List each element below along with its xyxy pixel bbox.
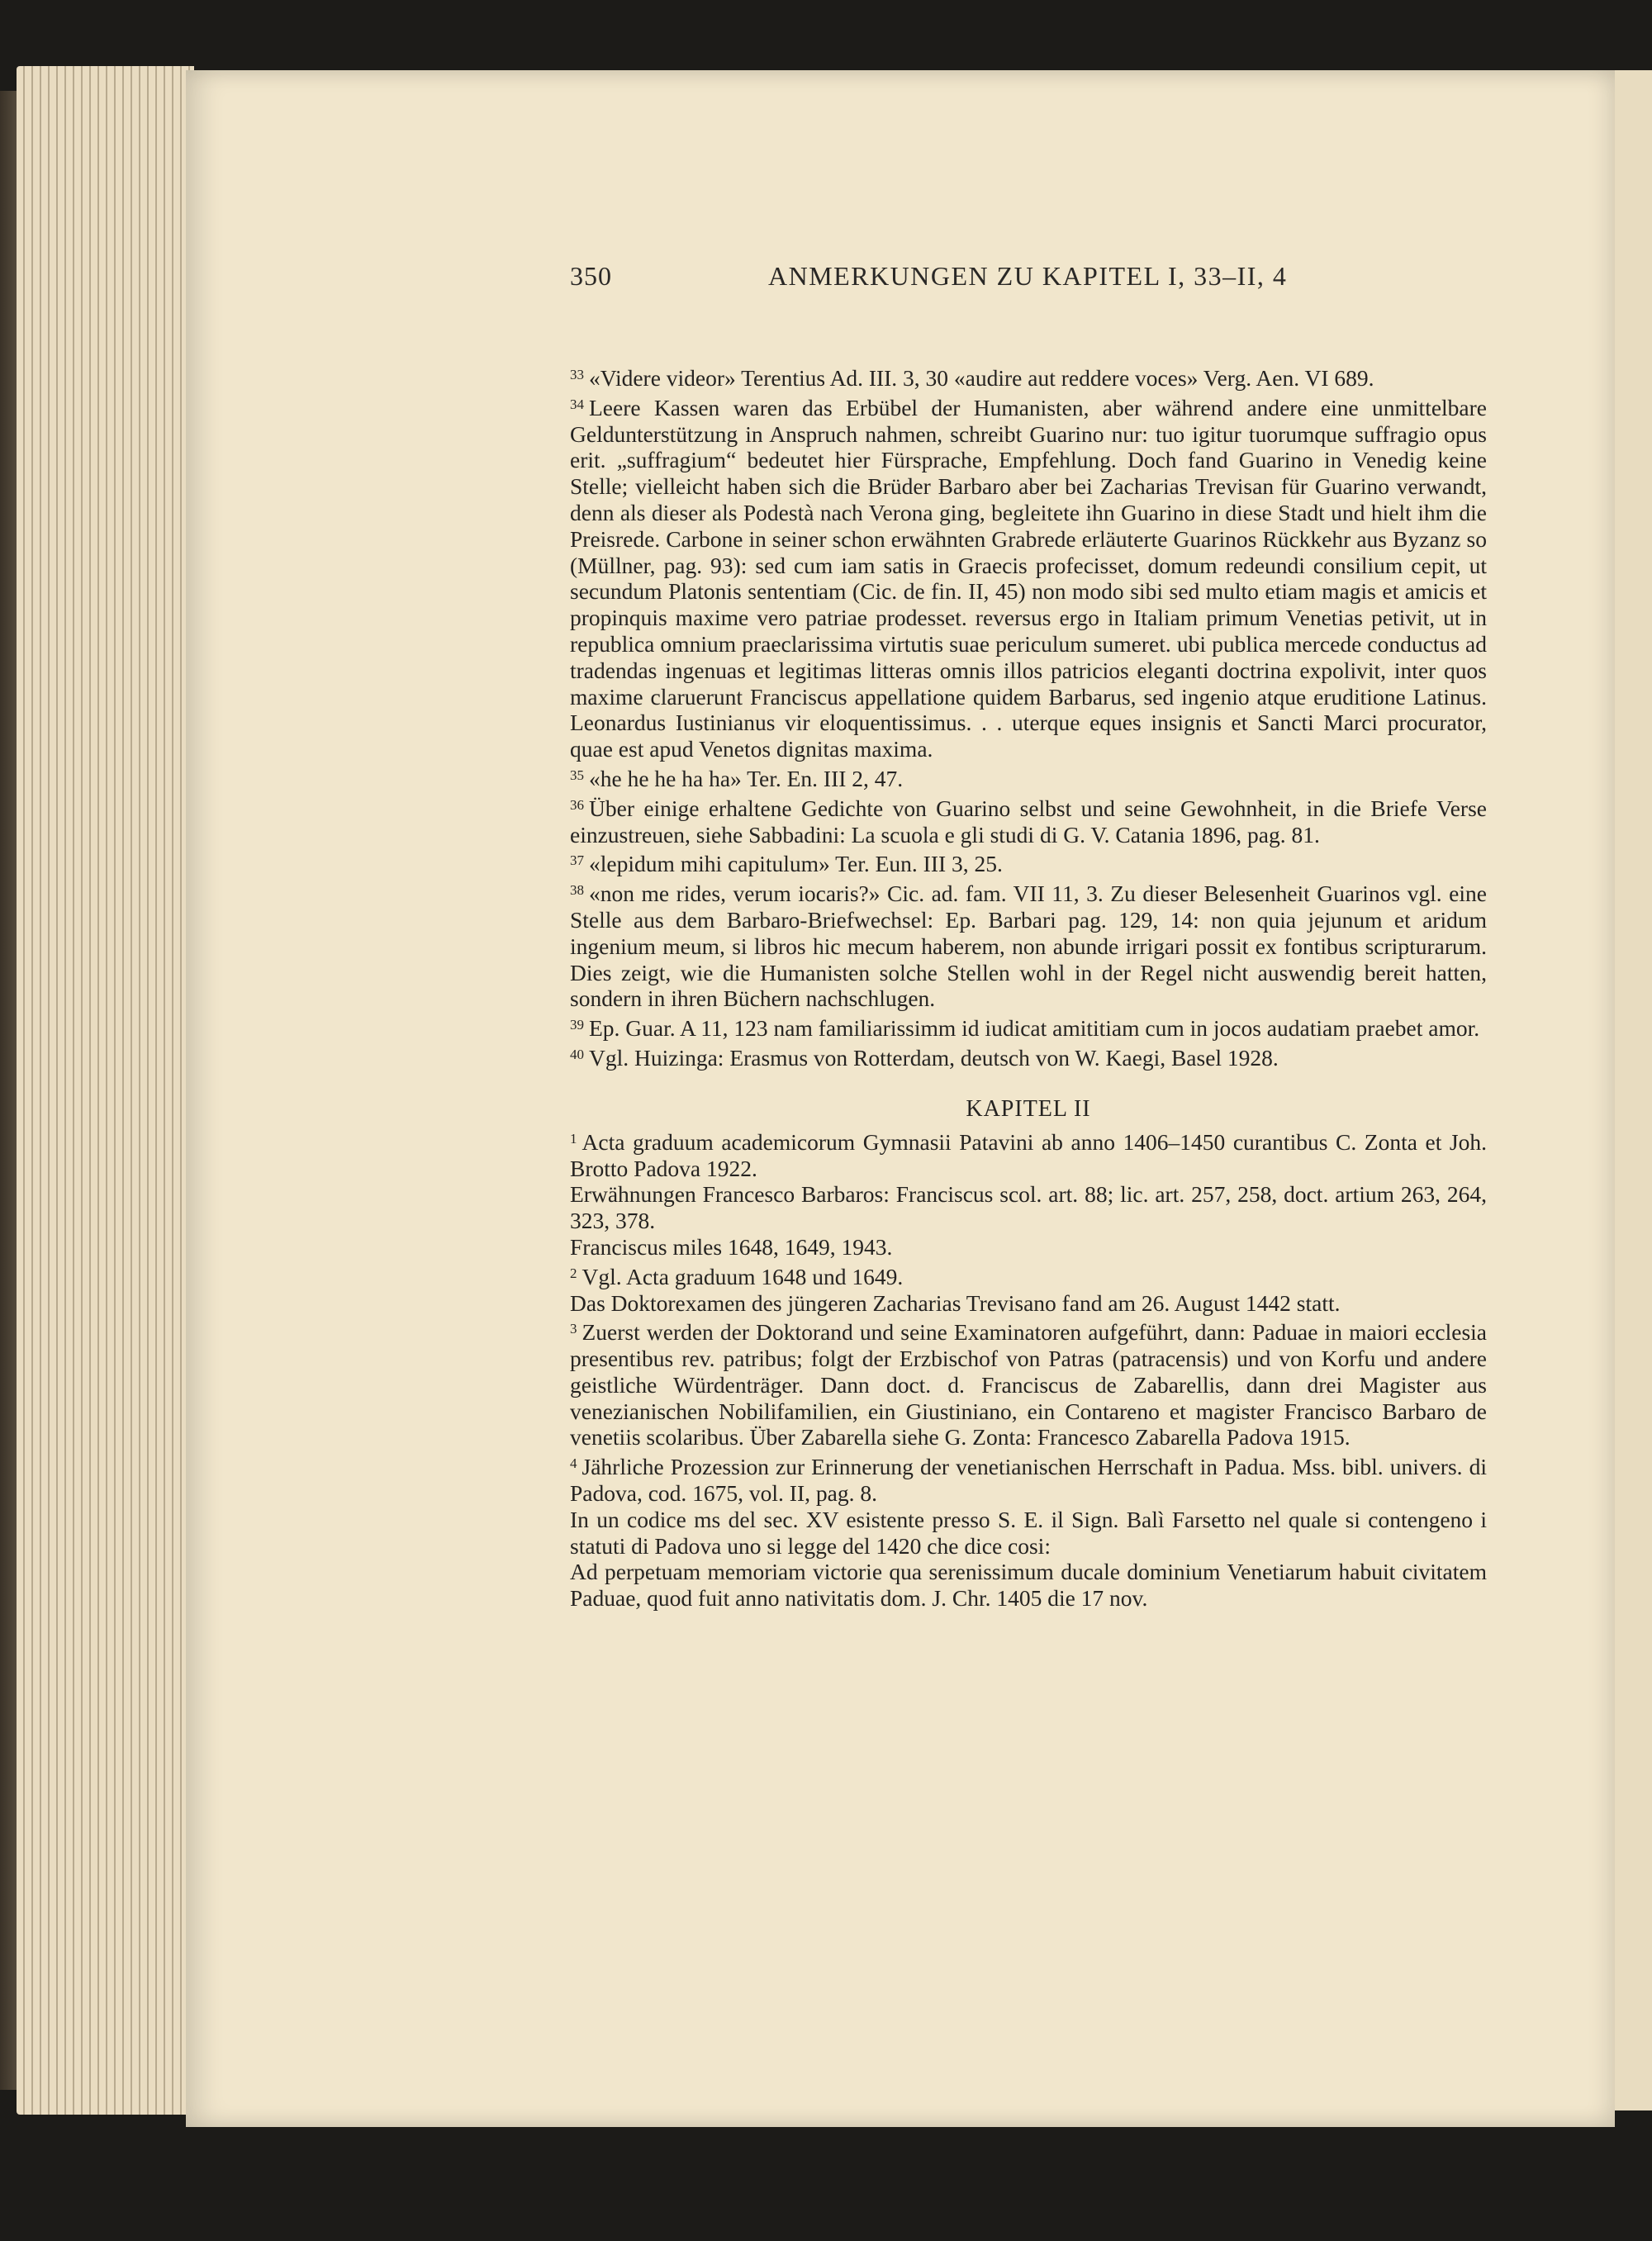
footnote (570, 762, 1487, 792)
footnote-text: «he he he ha ha» Ter. En. III 2, 47. (589, 765, 904, 791)
footnote-text: «lepidum mihi capitulum» Ter. Eun. III 3, 25. (589, 851, 1003, 877)
footnote-text: «Videre videor» Terentius Ad. III. 3, 30 «audire aut reddere voces» Verg. Aen. VI 689. (589, 365, 1374, 391)
footnote (570, 1012, 1487, 1042)
footnote-number: 34 (570, 396, 584, 412)
footnote (570, 1042, 1487, 1071)
footnote (570, 792, 1487, 848)
footnote-text: Ep. Guar. A 11, 123 nam familiarissimm id iudicat amititiam cum in jocos audatiam praebet amor. (589, 1015, 1480, 1042)
footnote-number: 36 (570, 796, 584, 813)
footnote-number: 4 (570, 1455, 577, 1472)
footnote-text: Ad perpetuam memoriam victorie qua serenissimum ducale dominium Venetiarum habuit civitatem Paduae, quod fuit anno nativitatis dom. J. Chr. 1405 die 17 nov. (570, 1559, 1487, 1612)
footnote-text: Über einige erhaltene Gedichte von Guarino selbst und seine Gewohnheit, in die Briefe Verse einzustreuen, siehe Sabbadini: La scuola e gli studi di G. V. Catania 1896, pag. 81. (570, 795, 1487, 847)
footnote-number: 1 (570, 1130, 577, 1147)
footnote-number: 37 (570, 852, 584, 869)
footnote (570, 1507, 1487, 1560)
footnote (570, 1234, 1487, 1261)
footnote (570, 847, 1487, 877)
footnote-number: 2 (570, 1265, 577, 1281)
footnote-number: 3 (570, 1321, 577, 1337)
footnote-number: 39 (570, 1017, 584, 1033)
page-stack-edges (17, 66, 194, 2115)
footnote-text: «non me rides, verum iocaris?» Cic. ad. fam. VII 11, 3. Zu dieser Belesenheit Guarinos vgl. eine Stelle aus dem Barbaro-Briefwechsel: Ep. Barbari pag. 129, 14: non quia jejunum et aridum ingenium meum, si libros hic mecum haberem, non abunde irrigari possit ex fontibus scripturarum. Dies zeigt, wie die Humanisten solche Stellen wohl in der Regel nicht auswendig bereit hatten, sondern in ihren Büchern nachschlugen. (570, 881, 1487, 1012)
running-title: ANMERKUNGEN ZU KAPITEL I, 33–II, 4 (768, 261, 1288, 291)
chapter-heading: KAPITEL II (966, 1095, 1091, 1122)
footnote (570, 362, 1487, 392)
footnote (570, 392, 1487, 762)
footnote-text: Leere Kassen waren das Erbübel der Humanisten, aber während andere eine unmittelbare Geldunterstützung in Anspruch nahmen, schreibt Guarino nur: tuo igitur tuorumque suffragio opus erit. „suffragium“ bedeutet hier Fürsprache, Empfehlung. Doch fand Guarino in Venedig keine Stelle; vielleicht haben sich die Brüder Barbaro aber bei Zacharias Trevisan für Guarino verwandt, denn als dieser als Podestà nach Verona ging, begleitete ihn Guarino in diese Stadt und hielt ihm die Preisrede. Carbone in seiner schon erwähnten Grabrede erläuterte Guarinos Rückkehr aus Byzanz so (Müllner, pag. 93): sed cum iam satis in Graecis profecisset, domum redeundi consilium cepit, ut secundum Platonis sententiam (Cic. de fin. II, 45) non modo sibi sed multo etiam magis et amicis et propinquis maxime vero patriae prodesset. reversus ergo in Italiam primum Venetias petivit, ut in republica omnium praeclarissima virtutis suae periculum sumeret. ubi publica mercede conductus ad tradendas ingenuas et legitimas litteras omnis illos patricios eleganti doctrina expolivit, inter quos maxime claruerunt Franciscus appellatione quidem Barbarus, sed ingenio atque eruditione Latinus. Leonardus Iustinianus vir eloquentissimus. . . uterque eques insignis et Sancti Marci procurator, quae est apud Venetos dignitas maxima. (570, 394, 1487, 762)
facing-page-edge (1615, 70, 1652, 2110)
footnote-number: 38 (570, 882, 584, 899)
footnote-text: Vgl. Huizinga: Erasmus von Rotterdam, deutsch von W. Kaegi, Basel 1928. (589, 1044, 1279, 1071)
footnote (570, 1126, 1487, 1182)
footnote (570, 1261, 1487, 1290)
footnote-text: Das Doktorexamen des jüngeren Zacharias Trevisano fand am 26. August 1442 statt. (570, 1289, 1341, 1316)
footnote (570, 877, 1487, 1012)
footnote-text: In un codice ms del sec. XV esistente presso S. E. il Sign. Balì Farsetto nel quale si contengeno i statuti di Padova uno si legge del 1420 che dice cosi: (570, 1506, 1487, 1559)
footnote-text: Vgl. Acta graduum 1648 und 1649. (582, 1263, 904, 1289)
footnote-number: 33 (570, 367, 584, 382)
footnote-text: Acta graduum academicorum Gymnasii Patavini ab anno 1406–1450 curantibus C. Zonta et Joh. Brotto Padova 1922. (570, 1128, 1487, 1181)
notes-container (570, 362, 1487, 1612)
footnote-text: Jährliche Prozession zur Erinnerung der venetianischen Herrschaft in Padua. Mss. bibl. univers. di Padova, cod. 1675, vol. II, pag. 8. (570, 1454, 1487, 1507)
page-number: 350 (570, 261, 612, 291)
footnote (570, 1316, 1487, 1450)
footnote-text: Zuerst werden der Doktorand und seine Examinatoren aufgeführt, dann: Paduae in maiori ecclesia presentibus rev. patribus; folgt der Erzbischof von Patras (patracensis) und von Korfu und andere geistliche Würdenträger. Dann doct. d. Franciscus de Zabarellis, dann drei Magister aus venezianischen Nobilifamilien, ein Giustiniano, ein Contareno et magister Francisco Barbaro de venetiis scolaribus. Über Zabarella siehe G. Zonta: Francesco Zabarella Padova 1915. (570, 1319, 1487, 1450)
footnote (570, 1290, 1487, 1317)
footnote-text: Erwähnungen Francesco Barbaros: Franciscus scol. art. 88; lic. art. 257, 258, doct. artium 263, 264, 323, 378. (570, 1181, 1487, 1234)
footnote-text: Franciscus miles 1648, 1649, 1943. (570, 1233, 893, 1260)
notes-chapter-1 (570, 362, 1487, 1071)
footnote (570, 1559, 1487, 1612)
footnote-number: 40 (570, 1046, 584, 1062)
footnote (570, 1450, 1487, 1507)
footnote (570, 1181, 1487, 1234)
notes-chapter-2 (570, 1126, 1487, 1612)
footnote-number: 35 (570, 767, 584, 783)
